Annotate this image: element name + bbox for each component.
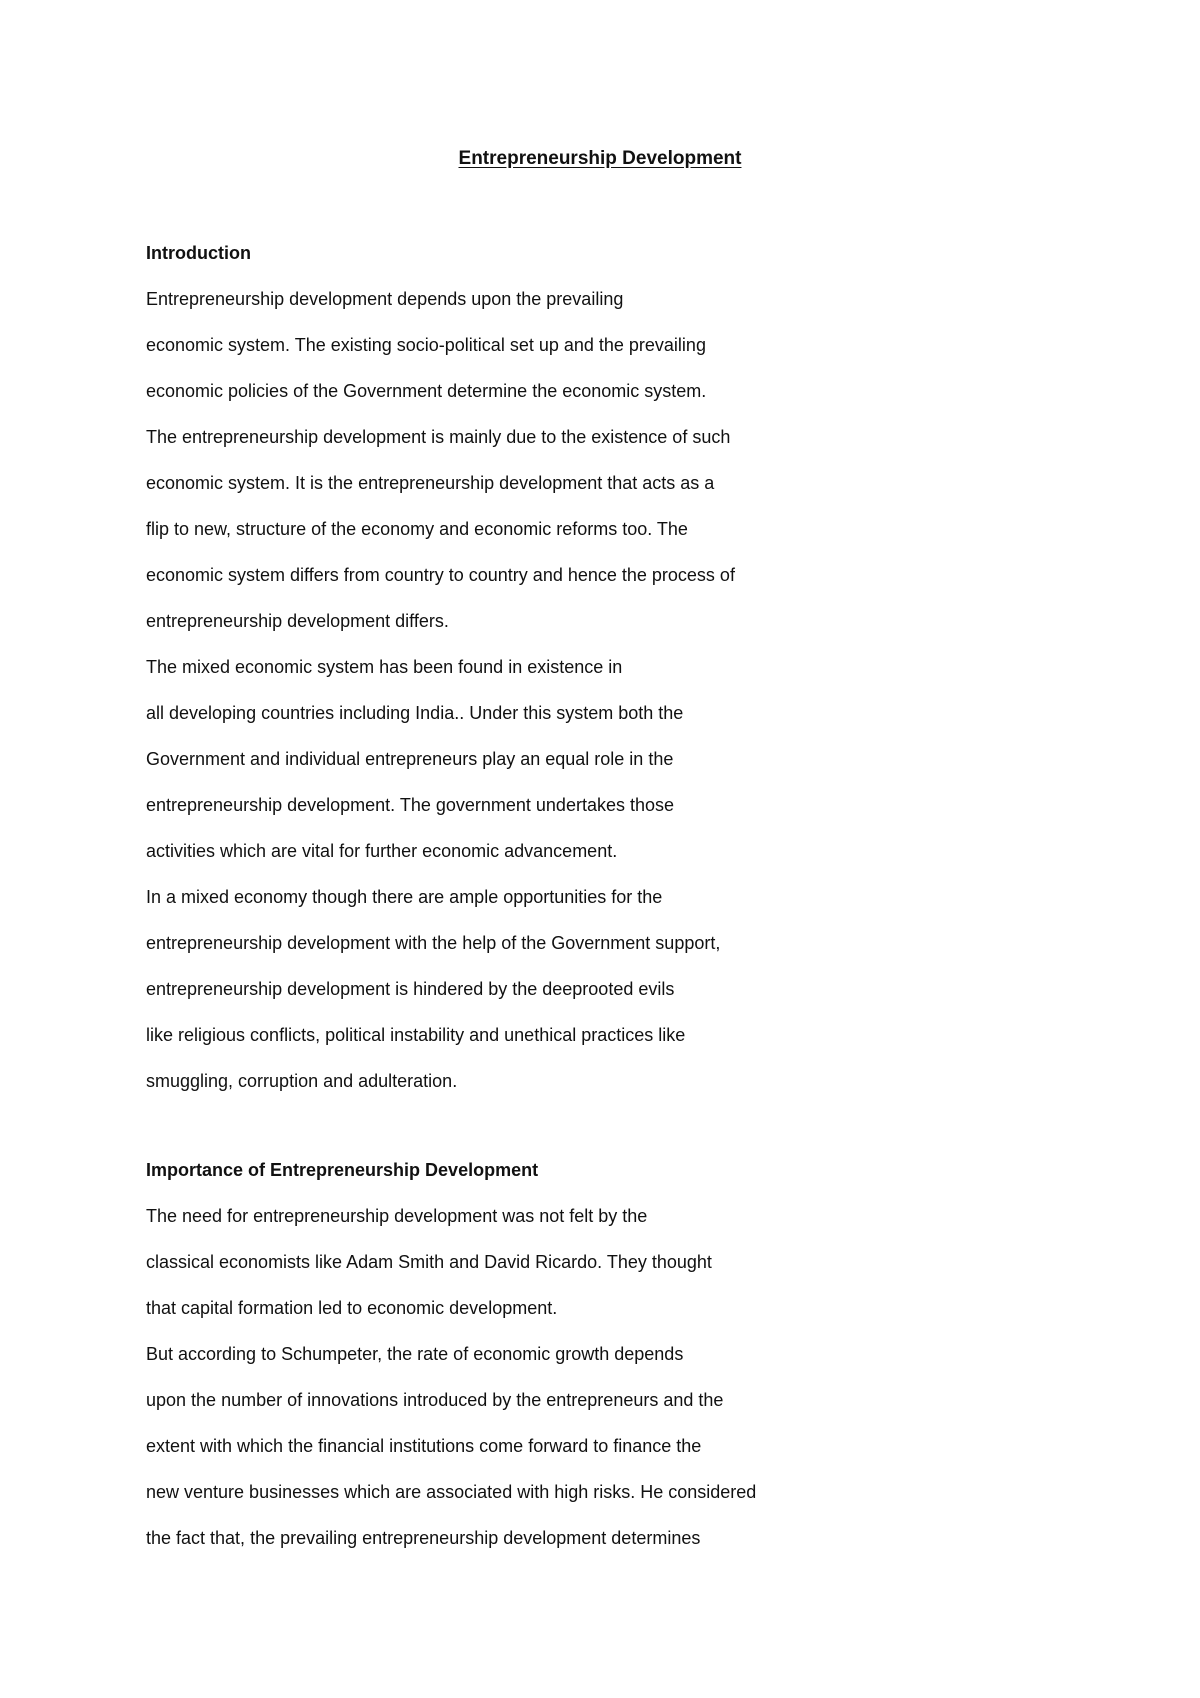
section-body: [146, 1203, 1106, 1551]
document-title: Entrepreneurship Development: [458, 148, 742, 169]
section-importance: [146, 1157, 1106, 1551]
body-text-line: economic system. It is the entrepreneurship development that acts as a: [146, 473, 715, 493]
section-heading: Introduction: [146, 243, 251, 263]
body-text-line: But according to Schumpeter, the rate of economic growth depends: [146, 1344, 684, 1364]
body-text-line: The mixed economic system has been found in existence in: [146, 657, 623, 677]
body-text-line: all developing countries including India.. Under this system both the: [146, 703, 684, 723]
section-body: [146, 286, 1106, 1094]
body-text-line: like religious conflicts, political instability and unethical practices like: [146, 1025, 686, 1045]
body-text-line: flip to new, structure of the economy and economic reforms too. The: [146, 519, 688, 539]
body-text-line: economic system. The existing socio-political set up and the prevailing: [146, 335, 706, 355]
body-text-line: economic policies of the Government determine the economic system.: [146, 381, 707, 401]
section-heading: Importance of Entrepreneurship Development: [146, 1160, 539, 1180]
body-text-line: new venture businesses which are associated with high risks. He considered: [146, 1482, 757, 1502]
body-text-line: upon the number of innovations introduced by the entrepreneurs and the: [146, 1390, 724, 1410]
body-text-line: entrepreneurship development differs.: [146, 611, 449, 631]
body-text-line: smuggling, corruption and adulteration.: [146, 1071, 458, 1091]
body-text-line: The need for entrepreneurship development was not felt by the: [146, 1206, 648, 1226]
body-text-line: entrepreneurship development. The government undertakes those: [146, 795, 675, 815]
body-text-line: activities which are vital for further economic advancement.: [146, 841, 618, 861]
body-text-line: economic system differs from country to country and hence the process of: [146, 565, 735, 585]
body-text-line: classical economists like Adam Smith and David Ricardo. They thought: [146, 1252, 712, 1272]
body-text-line: The entrepreneurship development is mainly due to the existence of such: [146, 427, 731, 447]
body-text-line: In a mixed economy though there are ample opportunities for the: [146, 887, 663, 907]
body-text-line: entrepreneurship development is hindered by the deeprooted evils: [146, 979, 675, 999]
body-text-line: the fact that, the prevailing entrepreneurship development determines: [146, 1528, 701, 1548]
section-introduction: [146, 240, 1106, 1094]
body-text-line: extent with which the financial institutions come forward to finance the: [146, 1436, 702, 1456]
body-text-line: Entrepreneurship development depends upon the prevailing: [146, 289, 624, 309]
body-text-line: entrepreneurship development with the help of the Government support,: [146, 933, 721, 953]
body-text-line: that capital formation led to economic development.: [146, 1298, 558, 1318]
body-text-line: Government and individual entrepreneurs play an equal role in the: [146, 749, 674, 769]
